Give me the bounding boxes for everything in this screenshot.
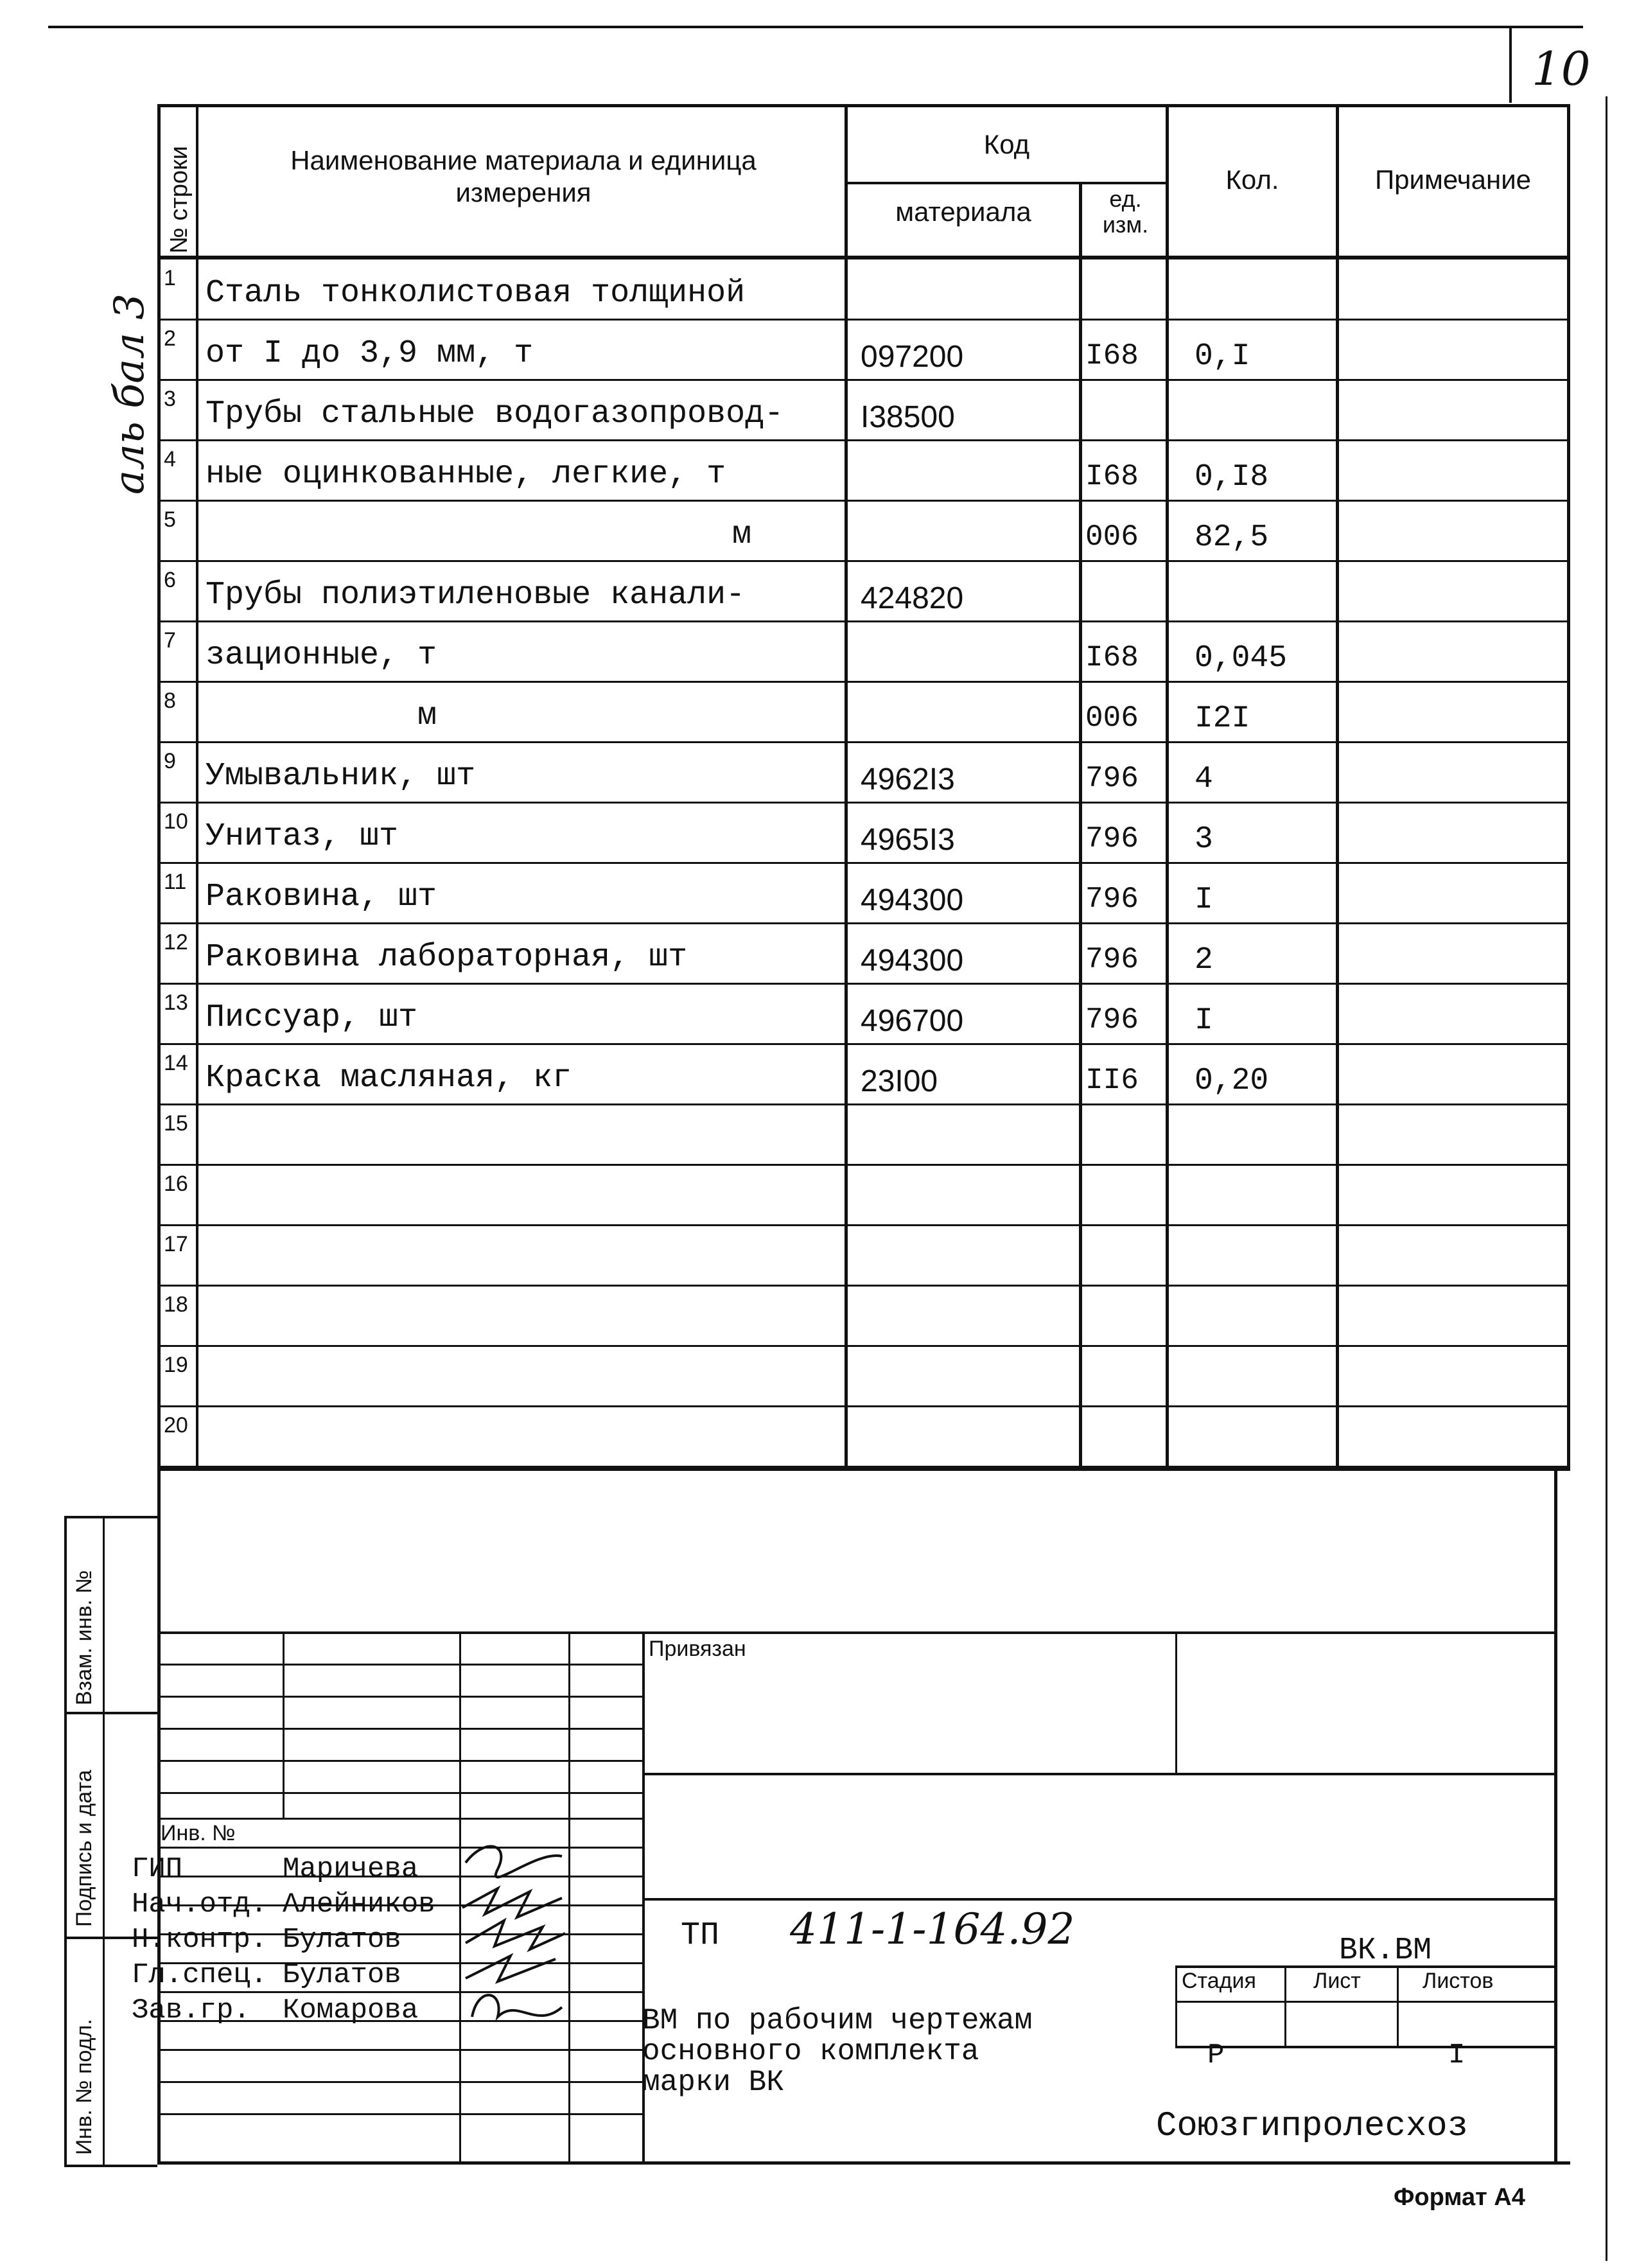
row-number: 16 [164, 1172, 188, 1196]
row-number: 2 [164, 326, 176, 351]
material-name: зационные, т [206, 637, 437, 674]
row-divider [157, 1285, 1570, 1287]
row-number: 1 [164, 266, 176, 290]
material-code: I38500 [861, 400, 955, 434]
material-name: ные оцинкованные, легкие, т [206, 456, 726, 493]
side-label-podpis: Подпись и дата [72, 1770, 96, 1927]
row-divider [157, 1224, 1570, 1226]
material-name: м [417, 698, 437, 734]
person-name: Булатов [283, 1959, 401, 1991]
quantity: 3 [1195, 822, 1213, 857]
row-divider [157, 1466, 1570, 1468]
person-name: Булатов [283, 1924, 401, 1956]
header-note: Примечание [1374, 164, 1532, 195]
header-qty: Кол. [1225, 164, 1279, 195]
header-code: Код [983, 129, 1030, 159]
row-divider [157, 922, 1570, 924]
material-name: Писсуар, шт [206, 999, 418, 1036]
page-number: 10 [1532, 42, 1591, 96]
material-code: 4962I3 [861, 762, 955, 796]
stamp-sheets: I [1448, 2039, 1466, 2071]
material-code: 23I00 [861, 1064, 938, 1098]
row-divider [157, 983, 1570, 985]
stamp-privyazan: Привязан [649, 1637, 746, 1661]
unit-code: I68 [1085, 460, 1139, 493]
material-code: 4965I3 [861, 823, 955, 857]
row-divider [157, 741, 1570, 743]
unit-code: 796 [1085, 1003, 1139, 1037]
unit-code: I68 [1085, 641, 1139, 674]
row-number: 3 [164, 387, 176, 411]
row-number: 7 [164, 628, 176, 653]
material-name: м [732, 516, 752, 553]
row-divider [157, 862, 1570, 864]
stamp-doc-code: ТП [681, 1917, 720, 1954]
stamp-sheets-label: Листов [1423, 1969, 1494, 1993]
material-name: Раковина, шт [206, 879, 437, 915]
material-code: 494300 [861, 883, 964, 917]
stamp-inv-no: Инв. № [161, 1821, 236, 1845]
material-name: Сталь тонколистовая толщиной [206, 275, 746, 312]
row-number: 4 [164, 447, 176, 471]
header-code-material: материала [895, 197, 1031, 227]
material-code: 494300 [861, 944, 964, 978]
unit-code: 796 [1085, 822, 1139, 856]
stamp-stage: Р [1207, 2039, 1225, 2071]
unit-code: 006 [1085, 701, 1139, 735]
unit-code: I68 [1085, 339, 1139, 373]
stamp-title-2: основного комплекта [642, 2035, 979, 2068]
quantity: 0,I [1195, 339, 1250, 374]
quantity: 82,5 [1195, 520, 1269, 555]
person-role: Н.контр. [132, 1924, 268, 1956]
unit-code: 796 [1085, 883, 1139, 916]
quantity: 0,I8 [1195, 460, 1269, 495]
stamp-org: Союзгипролесхоз [1156, 2107, 1469, 2146]
row-divider [157, 1164, 1570, 1166]
row-number: 20 [164, 1413, 188, 1437]
row-divider [157, 681, 1570, 683]
row-divider [157, 1345, 1570, 1347]
row-divider [157, 620, 1570, 622]
row-number: 17 [164, 1232, 188, 1256]
person-name: Комарова [283, 1994, 419, 2026]
person-role: Зав.гр. [132, 1994, 250, 2026]
material-name: Краска масляная, кг [206, 1060, 572, 1096]
row-number: 12 [164, 930, 188, 954]
person-name: Алейников [283, 1888, 435, 1921]
material-name: Унитаз, шт [206, 818, 399, 855]
row-divider [157, 500, 1570, 502]
row-number: 13 [164, 990, 188, 1015]
row-number: 19 [164, 1353, 188, 1377]
person-name: Маричева [283, 1853, 419, 1885]
row-divider [157, 379, 1570, 381]
quantity: I2I [1195, 701, 1250, 736]
stamp-stage-label: Стадия [1182, 1969, 1256, 1993]
quantity: 0,045 [1195, 641, 1288, 676]
row-divider [157, 1043, 1570, 1045]
row-number: 8 [164, 689, 176, 713]
row-number: 15 [164, 1111, 188, 1136]
row-divider [157, 439, 1570, 441]
row-number: 18 [164, 1292, 188, 1317]
stamp-mark: ВК.ВМ [1339, 1933, 1432, 1968]
quantity: 0,20 [1195, 1064, 1269, 1098]
row-number: 9 [164, 749, 176, 773]
row-number: 14 [164, 1051, 188, 1075]
unit-code: 796 [1085, 762, 1139, 795]
person-role: ГИП [132, 1853, 183, 1885]
row-divider [157, 319, 1570, 321]
stamp-sheet-label: Лист [1313, 1969, 1361, 1993]
material-name: Трубы полиэтиленовые канали- [206, 577, 746, 613]
side-label-inv: Инв. № подл. [72, 2019, 96, 2155]
quantity: I [1195, 883, 1213, 917]
row-number: 6 [164, 568, 176, 592]
person-role: Гл.спец. [132, 1959, 268, 1991]
row-divider [157, 560, 1570, 562]
side-note: аль бал 3 [106, 293, 153, 495]
header-name: Наименование материала и единица измерения [290, 145, 757, 207]
material-code: 496700 [861, 1004, 964, 1038]
row-divider [157, 1103, 1570, 1105]
stamp-title-1: ВМ по рабочим чертежам [642, 2004, 1033, 2037]
material-name: Умывальник, шт [206, 758, 476, 795]
material-code: 424820 [861, 581, 964, 615]
row-divider [157, 802, 1570, 804]
unit-code: 006 [1085, 520, 1139, 554]
row-number: 5 [164, 507, 176, 532]
material-name: Раковина лабораторная, шт [206, 939, 688, 976]
quantity: 4 [1195, 762, 1213, 796]
material-name: от I до 3,9 мм, т [206, 335, 534, 372]
unit-code: II6 [1085, 1064, 1139, 1097]
side-label-vzam: Взам. инв. № [72, 1570, 96, 1705]
material-code: 097200 [861, 340, 964, 374]
row-number: 10 [164, 809, 188, 834]
row-number: 11 [164, 870, 187, 894]
quantity: I [1195, 1003, 1213, 1038]
stamp-title-3: марки ВК [642, 2066, 784, 2099]
signatures [459, 1837, 568, 2043]
format-label: Формат А4 [1394, 2184, 1525, 2211]
stamp-doc-number: 411-1-164.92 [790, 1904, 1075, 1954]
unit-code: 796 [1085, 943, 1139, 976]
material-name: Трубы стальные водогазопровод- [206, 396, 784, 432]
header-row-no: № строки [166, 146, 193, 254]
header-code-unit: ед. изм. [1102, 186, 1149, 238]
row-divider [157, 1405, 1570, 1407]
quantity: 2 [1195, 943, 1213, 978]
person-role: Нач.отд. [132, 1888, 268, 1921]
